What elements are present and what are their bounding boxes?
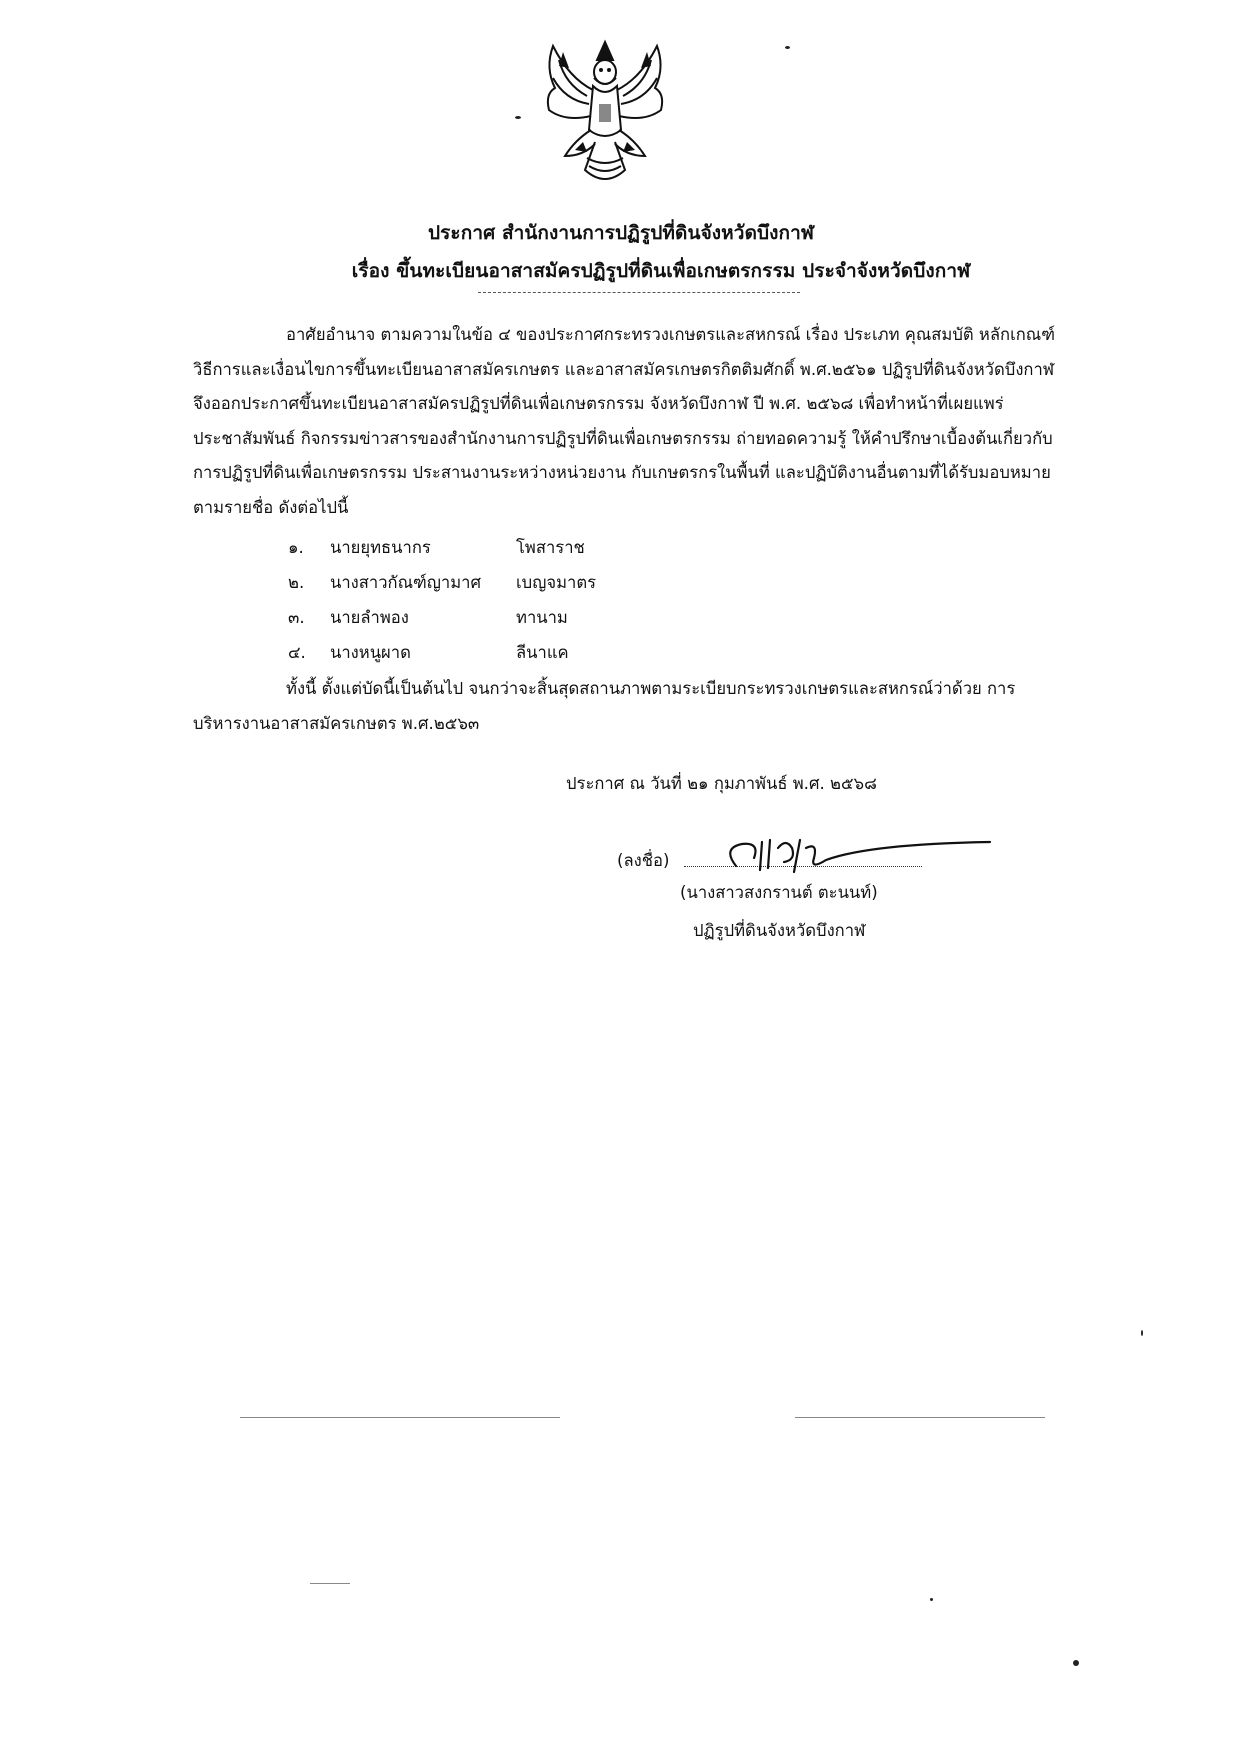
scan-speck [1073,1660,1079,1666]
list-number: ๓. [288,608,305,627]
scan-speck [1141,1330,1143,1336]
scan-artifact-line [795,1417,1045,1418]
list-number: ๔. [288,643,306,662]
scan-artifact-line [310,1583,350,1584]
announcement-date: ประกาศ ณ วันที่ ๒๑ กุมภาพันธ์ พ.ศ. ๒๕๖๘ [566,774,877,793]
scan-speck [515,116,521,119]
signed-label: (ลงชื่อ) [617,851,670,870]
scan-artifact-line [240,1417,560,1418]
signer-name: (นางสาวสงกรานต์ ตะนนท์) [680,883,878,902]
volunteer-first-name: นางสาวกัณฑ์ญามาศ [330,573,481,592]
signer-position: ปฏิรูปที่ดินจังหวัดบึงกาฬ [693,921,866,940]
divider [478,292,800,293]
subject-line: เรื่อง ขึ้นทะเบียนอาสาสมัครปฏิรูปที่ดินเพื่อเกษตรกรรม ประจำจังหวัดบึงกาฬ [351,260,971,282]
volunteer-last-name: ลีนาแค [516,643,569,662]
garuda-emblem-icon [535,38,675,190]
scan-speck [930,1598,933,1601]
body-paragraph-2: ทั้งนี้ ตั้งแต่บัดนี้เป็นต้นไป จนกว่าจะสิ้นสุดสถานภาพตามระเบียบกระทรวงเกษตรและสหกรณ์ว่าด้วย การบริหารงานอาสาสมัครเกษตร พ.ศ.๒๕๖๓ [193,679,1016,733]
volunteer-first-name: นายลำพอง [330,608,409,627]
volunteer-first-name: นายยุทธนากร [330,538,431,557]
scan-speck [785,46,790,49]
body-paragraph-1: อาศัยอำนาจ ตามความในข้อ ๔ ของประกาศกระทรวงเกษตรและสหกรณ์ เรื่อง ประเภท คุณสมบัติ หลักเกณฑ์ วิธีการและเงื่อนไขการขึ้นทะเบียนอาสาสมัครเกษตร และอาสาสมัครเกษตรกิตติมศักดิ์ พ.ศ.๒๕๖๑ ปฏิรูปที่ดินจังหวัดบึงกาฬ จึงออกประกาศขึ้นทะเบียนอาสาสมัครปฏิรูปที่ดินเพื่อเกษตรกรรม จังหวัดบึงกาฬ ปี พ.ศ. ๒๕๖๘ เพื่อทำหน้าที่เผยแพร่ ประชาสัมพันธ์ กิจกรรมข่าวสารของสำนักงานการปฏิรูปที่ดินเพื่อเกษตรกรรม ถ่ายทอดความรู้ ให้คำปรึกษาเบื้องต้นเกี่ยวกับการปฏิรูปที่ดินเพื่อเกษตรกรรม ประสานงานระหว่างหน่วยงาน กับเกษตรกรในพื้นที่ และปฏิบัติงานอื่นตามที่ได้รับมอบหมาย ตามรายชื่อ ดังต่อไปนี้ [193,325,1055,517]
volunteer-last-name: โพสาราช [516,538,585,557]
volunteer-first-name: นางหนูผาด [330,643,411,662]
list-number: ๑. [288,538,304,557]
volunteer-last-name: ทานาม [516,608,568,627]
page-title: ประกาศ สำนักงานการปฏิรูปที่ดินจังหวัดบึงกาฬ [427,222,815,244]
list-number: ๒. [288,573,305,592]
volunteer-last-name: เบญจมาตร [516,573,597,592]
handwritten-signature-icon [700,818,1000,878]
